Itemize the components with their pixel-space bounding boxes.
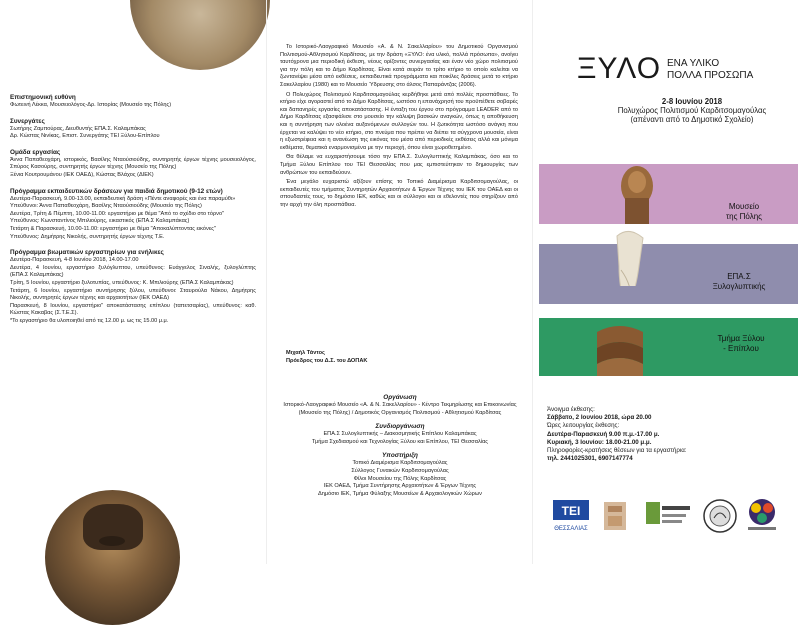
subtitle-line-2: ΠΟΛΛΑ ΠΡΟΣΩΠΑ bbox=[667, 70, 754, 81]
tei-thessalias-logo bbox=[545, 496, 597, 536]
section-line: Δευτέρα, Τρίτη & Πέμπτη, 10.00-11.00: εργαστήριο με θέμα "Από το σχέδιο στο τόρνο" bbox=[10, 210, 225, 217]
support-line: ΙΕΚ ΟΑΕΔ, Τμήμα Συντήρησης Αρχαιοτήτων & Έργων Τέχνης bbox=[323, 483, 477, 490]
exhibition-info bbox=[547, 406, 787, 463]
middle-panel bbox=[266, 0, 532, 564]
support-line: Τοπικό Διαμέρισμα Καρδιτσομαγούλας bbox=[352, 460, 448, 467]
band-label-line: της Πόλης bbox=[725, 212, 763, 221]
exhibition-title: ΞΥΛΟ bbox=[577, 52, 662, 85]
logo-text: ΤΕΙ bbox=[561, 504, 581, 518]
fold-line bbox=[532, 0, 533, 564]
support-title: Υποστήριξη bbox=[382, 452, 418, 460]
signature-name: Μιχαήλ Τάντος bbox=[286, 350, 325, 356]
band-label-line: - Επίπλου bbox=[723, 344, 759, 353]
section-line: Δευτέρα, 4 Ιουνίου, εργαστήριο ξυλόγλυπτου, υπεύθυνος: Ευάγγελος Σιναλής, ξυλογλύπτης (ΕΠΑ.Σ Καλαμπάκας) bbox=[10, 264, 256, 279]
signature-role: Πρόεδρος του Δ.Σ. του ΔΟΠΑΚ bbox=[286, 357, 368, 364]
band-epas bbox=[539, 244, 798, 304]
band-label-line: ΕΠΑ.Σ bbox=[727, 272, 751, 281]
intro-paragraph: Το Ιστορικό-Λαογραφικό Μουσείο «Α. & Ν. Σακελλαρίου» του Δημοτικού Οργανισμού Πολιτισμού-Αθλητισμού Καρδίτσας, με την δράση «ΞΥΛΟ: ένα υλικό, πολλά πρόσωπα», ανοίγει ταυτόχρονα μια περιοδική έκθεση, νέους ορίζοντες συνεργασίας και έναν νέο χώρο πολιτισμού για την πόλη και το Δήμο Καρδίτσας. Είναι κατά σειράν το τρίτο κτήριο το οποίο καλείται να ζωντανέψει μέσα από εκθέσεις, εκπαιδευτικά προγράμματα και ποικίλες δράσεις μετά το κτήριο Σακελλαρίου (1980) και το Μουσείο Ύδρευσης στο άλσος Παπαράντζας (2006). bbox=[280, 44, 518, 88]
band-wood-dept bbox=[539, 318, 798, 376]
support-line: Δημόσιο ΙΕΚ, Τμήμα Φύλαξης Μουσείων & Αρχαιολογικών Χώρων bbox=[318, 490, 482, 497]
band-label-line: Ξυλογλυπτικής bbox=[712, 282, 766, 291]
hours-weekdays: Δευτέρα-Παρασκευή 9.00 π.μ.-17.00 μ. bbox=[547, 430, 660, 438]
left-panel bbox=[0, 0, 266, 564]
section-line: Σωτήρης Ζαμπούρας, Διευθυντής ΕΠΑ.Σ. Καλαμπάκας bbox=[10, 125, 146, 132]
section-line: Δευτέρα-Παρασκευή, 4-8 Ιουνίου 2018, 14.00-17.00 bbox=[10, 257, 139, 264]
epas-logo bbox=[598, 496, 632, 536]
band-label-museum bbox=[689, 202, 798, 222]
section-title: Πρόγραμμα βιωματικών εργαστηρίων για ενήλικες bbox=[10, 249, 164, 257]
wood-carving-photo bbox=[130, 0, 270, 70]
wood-dept-logo bbox=[640, 496, 696, 536]
section-title: Πρόγραμμα εκπαιδευτικών δράσεων για παιδιά δημοτικού (9-12 ετών) bbox=[10, 187, 223, 195]
organization-text: Ιστορικό-Λαογραφικό Μουσείο «Α. & Ν. Σακελλαρίου» - Κέντρο Τεκμηρίωσης και Επικοινωνίας (Μουσείο της Πόλης) / Δημοτικός Οργανισμός Πολιτισμού - Αθλητισμού Καρδίτσας bbox=[283, 402, 517, 416]
section-line: *Το εργαστήριο θα υλοποιηθεί από τις 12.00 μ. ως τις 15.00 μ.μ. bbox=[10, 317, 169, 324]
band-label-line: Τμήμα Ξύλου bbox=[717, 334, 765, 343]
section-line: Υπεύθυνος: Δημήτρης Νικολής, συντηρητής έργων τέχνης Τ.Ε. bbox=[10, 233, 165, 240]
support-line: Φίλοι Μουσείου της Πόλης Καρδίτσας bbox=[353, 475, 447, 482]
reservations-label: Πληροφορίες-κρατήσεις θέσεων για τα εργαστήρια: bbox=[547, 447, 687, 455]
section-line: Άννα Παπαθεοχάρη, ιστορικός, Βασίλης Νταούσιούδης, συντηρητής έργων τέχνης μουσειολόγος, Σπύρος Κασούρης, συντηρητής έργων τέχνης (Μουσείο της Πόλης) bbox=[10, 156, 256, 171]
section-line: Ξένια Κουτρουμάνου (ΙΕΚ ΟΑΕΔ), Κώστας Βλάχος (ΔΙΕΚ) bbox=[10, 171, 154, 178]
museum-circle-logo bbox=[742, 496, 782, 536]
section-line: Τρίτη, 5 Ιουνίου, εργαστήριο ξυλοτυπίας, υπεύθυνος: Κ. Μπιλιούρης (ΕΠΑ.Σ Καλαμπάκας) bbox=[10, 279, 234, 286]
subtitle-line-1: ΕΝΑ ΥΛΙΚΟ bbox=[667, 58, 720, 69]
exhibition-subtitle bbox=[667, 58, 753, 82]
credits-section bbox=[10, 94, 256, 325]
venue: Πολυχώρος Πολιτισμού Καρδιτσομαγούλας bbox=[617, 106, 767, 115]
coorganization-line: ΕΠΑ.Σ Συλογλυπτικής – Διακοσμητικής Επίπλου Καλαμπάκας bbox=[323, 431, 477, 438]
opening-time: Σάββατο, 2 Ιουνίου 2018, ώρα 20.00 bbox=[547, 414, 652, 422]
intro-paragraph: Ο Πολυχώρος Πολιτισμού Καρδιτσομαγούλας κερδήθηκε μετά από πολλές προσπάθειες. Το κτήριο είχε αγοραστεί από το Δήμο Καρδίτσας, ωστόσο η επανάχρησή του προϋπέθετε σοβαρές και δαπανηρές εργασίες αποκατάστασης. Η ένταξη του έργου στο πρόγραμμα LEADER από το Δήμο Καρδίτσας εξασφάλισε στο μουσείο την κάλυψη βασικών αναγκών, όπως η αποθήκευση και η συντήρηση των ολοένα αυξανόμενων συλλογών του. Η ζωτικότητα ωστόσο ανάγκη που έρχεται να καλύψει το νέο κτήριο, στο πνεύμα που πρέπει να διέπει τα σύγχρονα μουσεία, είναι η εξωστρέφεια και η ανανέωση της εικόνας του μέσα από περιοδικές εκθέσεις αλλά και μόνιμα εκθέματα, θεματικά εναρμονισμένα με την περιοχή, όπου είναι χωροθετημένο. bbox=[280, 91, 518, 151]
intro-paragraph: Ένα μεγάλο ευχαριστώ αξίζουν επίσης το Τοπικό Διαμέρισμα Καρδιτσομαγούλας, οι εκπαιδευτές του τμήματος Συντηρητών Αρχαιοτήτων & Έργων Τέχνης του ΙΕΚ του ΟΑΕΔ και οι σπουδαστές τους, το δημόσιο ΙΕΚ, καθώς και οι σύλλογοι και οι εθελοντές που στηρίζουν από την αρχή την όλη προσπάθεια. bbox=[280, 179, 518, 208]
organization-title: Οργάνωση bbox=[383, 394, 417, 401]
section-title: Ομάδα εργασίας bbox=[10, 148, 61, 156]
intro-text bbox=[280, 44, 518, 211]
section-line: Υπεύθυνοι: Άννα Παπαθεοχάρη, Βασίλης Νταούσιούδης (Μουσείο της Πόλης) bbox=[10, 203, 202, 210]
band-label-line: Μουσείο bbox=[728, 202, 760, 211]
logo-text: ΘΕΣΣΑΛΙΑΣ bbox=[554, 526, 588, 532]
intro-paragraph: Θα θέλαμε να ευχαριστήσουμε τόσο την ΕΠΑ.Σ. Συλογλυπτικής Καλαμπάκας, όσο και το Τμήμα Ξύλου Επίπλου του ΤΕΙ Θεσσαλίας που μας εμπιστεύτηκαν το δημιουργίες των ανθρώπων του εκπαιδεύουν. bbox=[280, 154, 518, 176]
section-line: Υπεύθυνος: Κωνσταντίνος Μπιλιούρης, εικαστικός (ΕΠΑ.Σ Καλαμπάκας) bbox=[10, 218, 190, 225]
opening-label: Άνοιγμα έκθεσης: bbox=[547, 406, 595, 413]
section-line: Φωτεινή Λέκκα, Μουσειολόγος-Δρ. Ιστορίας (Μουσείο της Πόλης) bbox=[10, 102, 172, 108]
carved-portrait-photo bbox=[45, 490, 180, 625]
museum-seal-logo bbox=[700, 496, 740, 536]
section-line: Δευτέρα-Παρασκευή, 9.00-13.00, εκπαιδευτική δράση «Πέντε αναφορές και ένα παραμύθι» bbox=[10, 195, 236, 202]
section-line: Δρ. Κώστας Νινίκας, Επιστ. Συνεργάτης ΤΕΙ Ξύλου-Επίπλου bbox=[10, 133, 160, 140]
section-line: Τετάρτη, 6 Ιουνίου, εργαστήριο συντήρησης ξύλου, υπεύθυνοι: Σταυρούλα Νάκου, Δημήτρης Νικολής, συντηρητές έργων τέχνης και αρχαιοτήτων (ΙΕΚ ΟΑΕΔ) bbox=[10, 287, 256, 302]
band-label-epas bbox=[679, 272, 798, 292]
hours-sunday: Κυριακή, 3 Ιουνίου: 18.00-21.00 μ.μ. bbox=[547, 438, 652, 446]
section-line: Τετάρτη & Παρασκευή, 10.00-11.00: εργαστήριο με θέμα "Αποκαλύπτοντας εικόνες" bbox=[10, 225, 216, 232]
hours-label: Ώρες λειτουργίας έκθεσης: bbox=[547, 422, 620, 430]
band-museum bbox=[539, 164, 798, 224]
band-label-wood-dept bbox=[691, 334, 791, 354]
venue-note: (απέναντι από το Δημοτικό Σχολείο) bbox=[630, 115, 754, 124]
section-line: Παρασκευή, 8 Ιουνίου, εργαστήριο" αποκατάστασης επίπλου (ταπετσαρίας), υπεύθυνος: καθ. Κώστας Κακαβας (Σ.Τ.Ε.Σ). bbox=[10, 302, 256, 317]
section-title: Συνεργάτες bbox=[10, 117, 45, 125]
coorganization-line: Τμήμα Σχεδιασμού και Τεχνολογίας Ξύλου και Επίπλου, ΤΕΙ Θεσσαλίας bbox=[312, 438, 488, 445]
support-line: Σύλλογος Γυναικών Καρδιτσομαγούλας bbox=[351, 467, 449, 474]
exhibition-dates: 2-8 Ιουνίου 2018 bbox=[661, 97, 723, 106]
phone-numbers: τηλ. 2441025301, 6907147774 bbox=[547, 455, 633, 463]
coorganization-title: Συνδιοργάνωση bbox=[375, 423, 425, 431]
dates-block bbox=[592, 97, 792, 124]
section-title: Επιστημονική ευθύνη bbox=[10, 94, 76, 101]
